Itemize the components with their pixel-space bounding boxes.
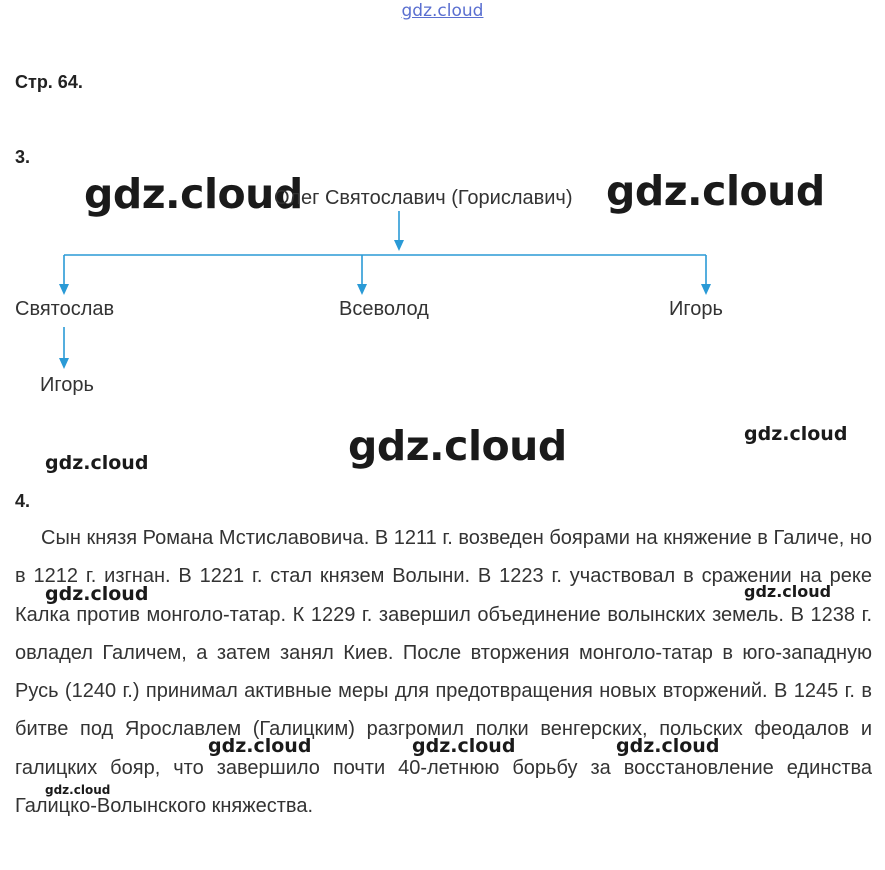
- watermark-para-bottom-left: gdz.cloud: [45, 783, 111, 797]
- watermark-tree-right: gdz.cloud: [606, 167, 825, 215]
- watermark-middle-right: gdz.cloud: [744, 423, 848, 445]
- tree-root-node: Олег Святославич (Гориславич): [274, 187, 573, 209]
- watermark-para-left: gdz.cloud: [45, 583, 149, 605]
- child-2-arrow: [357, 284, 367, 295]
- watermark-para-row-3: gdz.cloud: [616, 735, 720, 757]
- watermark-middle-big: gdz.cloud: [348, 422, 567, 470]
- watermark-middle-left: gdz.cloud: [45, 452, 149, 474]
- page-label: Стр. 64.: [15, 72, 83, 92]
- watermark-top-link[interactable]: gdz.cloud: [401, 1, 484, 21]
- watermark-para-row-2: gdz.cloud: [412, 735, 516, 757]
- watermark-para-right: gdz.cloud: [744, 582, 832, 601]
- tree-child-node-1: Святослав: [15, 298, 115, 320]
- task4-answer-paragraph: Сын князя Романа Мстиславовича. В 1211 г. возведен боярами на княжение в Галиче, но в 1212 г. изгнан. В 1221 г. стал князем Волыни. В 1223 г. участвовал в сражении на реке Калка против монголо-татар. К 1229 г. завершил объединение волынских земель. В 1238 г. овладел Галичем, а затем занял Киев. После вторжения монголо-татар в юго-западную Русь (1240 г.) принимал активные меры для предотвращения новых вторжений. В 1245 г. в битве под Ярославлем (Галицким) разгромил полки венгерских, польских феодалов и галицких бояр, что завершило почти 40-летнюю борьбу за восстановление единства Галицко-Волынского княжества.: [15, 527, 872, 818]
- task3-number: 3.: [15, 147, 31, 167]
- watermark-para-row-1: gdz.cloud: [208, 735, 312, 757]
- tree-child-node-2: Всеволод: [339, 298, 429, 320]
- watermark-tree-left: gdz.cloud: [84, 170, 303, 218]
- child-1-arrow: [59, 284, 69, 295]
- root-down-arrow: [394, 240, 404, 251]
- family-tree-connectors: [0, 0, 885, 400]
- tree-child-node-3: Игорь: [669, 298, 723, 320]
- grandchild-arrow: [59, 358, 69, 369]
- tree-grandchild-node: Игорь: [40, 374, 94, 396]
- task4-number: 4.: [15, 491, 31, 511]
- child-3-arrow: [701, 284, 711, 295]
